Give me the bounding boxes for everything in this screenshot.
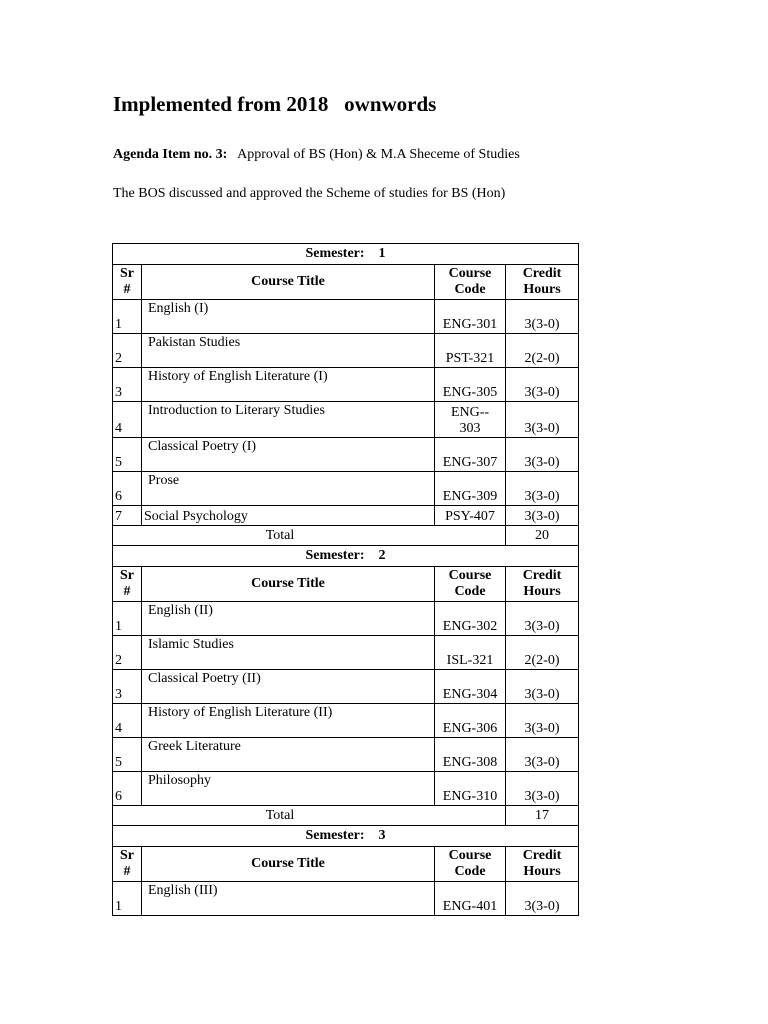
semester-header-row xyxy=(113,826,579,847)
total-credit-value: 20 xyxy=(506,526,579,546)
course-title: Prose xyxy=(142,472,435,506)
course-title: Greek Literature xyxy=(142,738,435,772)
course-credit: 3(3-0) xyxy=(506,670,579,704)
agenda-label: Agenda Item no. 3: xyxy=(113,147,228,162)
course-credit: 3(3-0) xyxy=(506,506,579,526)
credit-hours-header: Credit Hours xyxy=(506,265,579,300)
course-sr: 7 xyxy=(113,506,142,526)
course-row xyxy=(113,738,579,772)
course-sr: 5 xyxy=(113,438,142,472)
scheme-of-studies-table xyxy=(112,243,579,916)
course-title: Introduction to Literary Studies xyxy=(142,402,435,438)
course-sr: 6 xyxy=(113,472,142,506)
course-credit: 3(3-0) xyxy=(506,704,579,738)
course-title: Philosophy xyxy=(142,772,435,806)
course-title: English (I) xyxy=(142,300,435,334)
course-row xyxy=(113,704,579,738)
semester-label: Semester: 1 xyxy=(113,244,579,265)
column-header-row xyxy=(113,567,579,602)
course-sr: 2 xyxy=(113,334,142,368)
course-title: Social Psychology xyxy=(142,506,435,526)
course-sr: 3 xyxy=(113,368,142,402)
semester-label: Semester: 2 xyxy=(113,546,579,567)
course-title: Pakistan Studies xyxy=(142,334,435,368)
credit-hours-header: Credit Hours xyxy=(506,847,579,882)
course-code: ENG-302 xyxy=(435,602,506,636)
total-row xyxy=(113,526,579,546)
course-row xyxy=(113,636,579,670)
course-sr: 5 xyxy=(113,738,142,772)
sr-header: Sr # xyxy=(113,567,142,602)
course-code: ENG-301 xyxy=(435,300,506,334)
course-row xyxy=(113,402,579,438)
semester-header-row xyxy=(113,546,579,567)
page-heading: Implemented from 2018 ownwords xyxy=(113,92,437,116)
credit-hours-header: Credit Hours xyxy=(506,567,579,602)
course-title: Islamic Studies xyxy=(142,636,435,670)
course-title: English (II) xyxy=(142,602,435,636)
course-sr: 3 xyxy=(113,670,142,704)
course-row xyxy=(113,472,579,506)
course-row xyxy=(113,300,579,334)
course-code: ENG-305 xyxy=(435,368,506,402)
course-code: ENG-308 xyxy=(435,738,506,772)
course-credit: 3(3-0) xyxy=(506,772,579,806)
course-credit: 3(3-0) xyxy=(506,368,579,402)
course-code: ENG-304 xyxy=(435,670,506,704)
course-title-header: Course Title xyxy=(142,847,435,882)
course-code: ISL-321 xyxy=(435,636,506,670)
total-label: Total xyxy=(113,806,506,826)
course-credit: 2(2-0) xyxy=(506,334,579,368)
agenda-line xyxy=(113,147,520,163)
total-credit-value: 17 xyxy=(506,806,579,826)
course-sr: 4 xyxy=(113,704,142,738)
course-credit: 3(3-0) xyxy=(506,602,579,636)
course-code: ENG-309 xyxy=(435,472,506,506)
total-row xyxy=(113,806,579,826)
semester-header-row xyxy=(113,244,579,265)
course-code-header: Course Code xyxy=(435,847,506,882)
semester-label: Semester: 3 xyxy=(113,826,579,847)
course-row xyxy=(113,438,579,472)
course-credit: 3(3-0) xyxy=(506,738,579,772)
course-title: Classical Poetry (I) xyxy=(142,438,435,472)
intro-paragraph: The BOS discussed and approved the Scheme of studies for BS (Hon) xyxy=(113,186,506,201)
course-row xyxy=(113,882,579,916)
course-code: ENG-401 xyxy=(435,882,506,916)
course-code: ENG-310 xyxy=(435,772,506,806)
course-title: English (III) xyxy=(142,882,435,916)
course-sr: 1 xyxy=(113,602,142,636)
column-header-row xyxy=(113,847,579,882)
course-sr: 1 xyxy=(113,300,142,334)
course-title: History of English Literature (II) xyxy=(142,704,435,738)
course-code: ENG-- 303 xyxy=(435,402,506,438)
course-code: ENG-306 xyxy=(435,704,506,738)
course-sr: 4 xyxy=(113,402,142,438)
course-code-header: Course Code xyxy=(435,567,506,602)
course-code-header: Course Code xyxy=(435,265,506,300)
course-sr: 1 xyxy=(113,882,142,916)
course-code: PSY-407 xyxy=(435,506,506,526)
course-row xyxy=(113,334,579,368)
sr-header: Sr # xyxy=(113,265,142,300)
course-credit: 2(2-0) xyxy=(506,636,579,670)
course-credit: 3(3-0) xyxy=(506,472,579,506)
course-sr: 2 xyxy=(113,636,142,670)
course-code: PST-321 xyxy=(435,334,506,368)
course-row xyxy=(113,670,579,704)
course-row xyxy=(113,368,579,402)
course-title-header: Course Title xyxy=(142,567,435,602)
course-title: Classical Poetry (II) xyxy=(142,670,435,704)
course-credit: 3(3-0) xyxy=(506,300,579,334)
course-credit: 3(3-0) xyxy=(506,438,579,472)
course-row xyxy=(113,772,579,806)
agenda-text: Approval of BS (Hon) & M.A Sheceme of Studies xyxy=(237,147,520,162)
course-credit: 3(3-0) xyxy=(506,882,579,916)
course-sr: 6 xyxy=(113,772,142,806)
column-header-row xyxy=(113,265,579,300)
course-title-header: Course Title xyxy=(142,265,435,300)
course-code: ENG-307 xyxy=(435,438,506,472)
sr-header: Sr # xyxy=(113,847,142,882)
total-label: Total xyxy=(113,526,506,546)
course-title: History of English Literature (I) xyxy=(142,368,435,402)
course-row xyxy=(113,506,579,526)
course-credit: 3(3-0) xyxy=(506,402,579,438)
course-row xyxy=(113,602,579,636)
